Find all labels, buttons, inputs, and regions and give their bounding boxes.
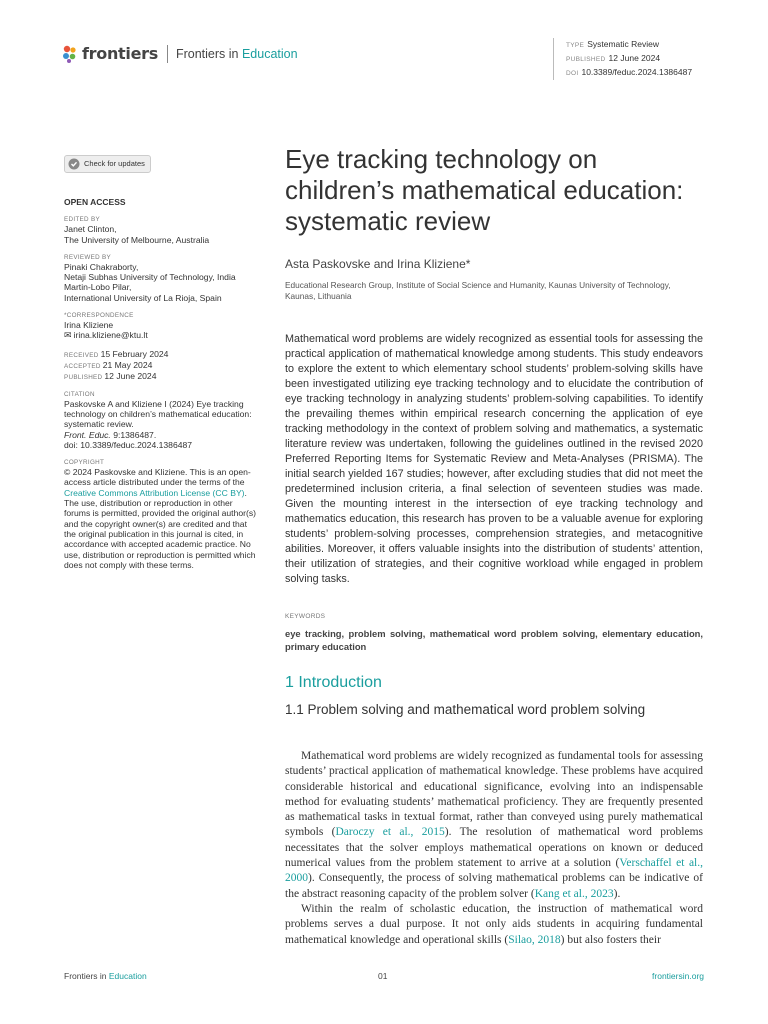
date-value: 21 May 2024: [102, 359, 153, 370]
frontiers-logo-icon: [62, 45, 78, 63]
footer-journal: [64, 971, 147, 981]
meta-value: Systematic Review: [587, 39, 659, 49]
mail-icon: ✉: [64, 330, 72, 341]
meta-key: PUBLISHED: [566, 56, 606, 63]
text-run: ). The resolution of mathematical word problems necessitates that the solver employs mathematical operations on known or deduced numerical values from the problem statement to arrive at a solution (: [285, 826, 704, 870]
brand-name: frontiers: [82, 44, 158, 63]
paragraph: [285, 902, 703, 948]
reviewed-by-label: REVIEWED BY: [64, 253, 112, 261]
logo-divider: [167, 45, 168, 63]
journal-prefix: Frontiers in: [175, 46, 239, 61]
date-label: ACCEPTED: [64, 362, 101, 370]
dates-block: [64, 349, 260, 382]
meta-key: DOI: [566, 70, 579, 77]
meta-key: TYPE: [566, 42, 585, 49]
open-access-label: OPEN ACCESS: [64, 197, 126, 207]
author-affiliation: Educational Research Group, Institute of Social Science and Humanity, Kaunas University of Technology, Kaunas, Lithuania: [285, 280, 671, 301]
reviewer-name: Martin-Lobo Pilar,: [64, 282, 132, 293]
meta-type: [566, 38, 692, 52]
article-sidebar: [64, 155, 260, 570]
date-label: RECEIVED: [64, 351, 99, 359]
article-authors: Asta Paskovske and Irina Kliziene*: [285, 257, 471, 271]
citation-link[interactable]: Daroczy et al., 2015: [335, 826, 445, 839]
text-run: Within the realm of scholastic education, the instruction of mathematical word problems serves a dual purpose. It not only aids students in acquiring fundamental mathematical knowledge and operational skills (: [285, 902, 703, 946]
citation-body: Paskovske A and Kliziene I (2024) Eye tracking technology on children’s mathematical education: systematic review.: [64, 398, 252, 430]
article-title: Eye tracking technology on children’s mathematical education: systematic review: [285, 144, 684, 236]
citation-volume: 9:1386487.: [110, 429, 157, 440]
edited-by-label: EDITED BY: [64, 216, 100, 224]
citation-link[interactable]: Verschaffel et al., 2000: [285, 857, 703, 885]
citation-journal: Front. Educ.: [64, 429, 111, 440]
date-published: [64, 371, 260, 382]
footer-site-link[interactable]: frontiersin.org: [652, 971, 704, 981]
citation-link[interactable]: Kang et al., 2023: [534, 887, 614, 900]
correspondence-email-row[interactable]: [64, 330, 260, 340]
meta-value: 12 June 2024: [608, 53, 661, 63]
citation-link[interactable]: Silao, 2018: [508, 933, 561, 946]
citation-label: CITATION: [64, 390, 95, 398]
text-run: ).: [613, 887, 621, 900]
update-icon: [68, 158, 80, 170]
copyright-pre: © 2024 Paskovske and Kliziene. This is an open-access article distributed under the terms of the: [64, 467, 251, 488]
editor-affiliation: The University of Melbourne, Australia: [64, 234, 210, 245]
citation-text: [64, 399, 260, 450]
meta-value[interactable]: 10.3389/feduc.2024.1386487: [581, 67, 693, 77]
article-header: [285, 144, 703, 301]
meta-doi[interactable]: [566, 66, 692, 80]
abstract: Mathematical word problems are widely recognized as essential tools for assessing the practical application of mathematical knowledge among students. This study endeavors to explore the extent to which elementary school students’ problem-solving skills have been investigated utilizing eye tracking technology and to elucidate the contribution of eye tracking technology in analyzing students’ problem-solving capabilities. To identify the prevailing themes within empirical research concerning the application of eye tracking methodology in the context of problem solving and mathematics, a systematic literature review was undertaken, following the guidelines outlined in the revised 2020 Preferred Reporting Items for Systematic Review and Meta-Analyses (PRISMA). The initial search yielded 167 studies; however, after excluding studies that did not meet the predetermined inclusion criteria, a final selection of seventeen studies was made. Given the mounting interest in the intersection of eye tracking technology and mathematics education, this research has proven to be a valuable avenue for exploring students’ problem-solving processes, comprehension strategies, and metacognitive abilities. Moreover, it offers valuable insights into the distribution of students’ attention, their utilization of strategies, and their cognitive workload while engaged in problem solving tasks.: [285, 333, 703, 585]
article-body: [285, 749, 703, 948]
section-heading: 1 Introduction: [285, 674, 382, 691]
journal-name: [176, 47, 298, 61]
article-meta: [553, 38, 692, 80]
reviewer-name: Pinaki Chakraborty,: [64, 261, 139, 272]
footer-journal-accent: Education: [108, 971, 147, 981]
text-run: ). Consequently, the process of solving mathematical problems can be indicative of the abstract reasoning capacity of the problem solver (: [285, 872, 703, 900]
text-run: Mathematical word problems are widely recognized as fundamental tools for assessing students’ practical application of mathematical knowledge. These problems have acquired considerable historical and educational significance, evolving into an indispensable method for evaluating students’ mathematical proficiency. They are frequently presented as mathematical tasks in textual format, rather than conveyed using purely mathematical symbols (: [285, 750, 703, 839]
keywords: eye tracking, problem solving, mathematical word problem solving, elementary education, primary education: [285, 628, 703, 652]
keywords-label: KEYWORDS: [285, 613, 326, 620]
citation-doi[interactable]: doi: 10.3389/feduc.2024.1386487: [64, 439, 193, 450]
correspondence-label: *CORRESPONDENCE: [64, 312, 134, 320]
date-received: [64, 349, 260, 360]
check-updates-label: Check for updates: [84, 158, 145, 168]
reviewer-affiliation: Netaji Subhas University of Technology, India: [64, 272, 236, 283]
page-number: 01: [378, 971, 388, 981]
footer-journal-prefix: Frontiers in: [64, 971, 107, 981]
subsection-heading: 1.1 Problem solving and mathematical word problem solving: [285, 702, 646, 717]
correspondence-name: Irina Kliziene: [64, 320, 114, 331]
check-updates-button[interactable]: [64, 155, 151, 173]
date-accepted: [64, 360, 260, 371]
copyright-post: . The use, distribution or reproduction in other forums is permitted, provided the original author(s) and the copyright owner(s) are credited and that the original publication in this journal is cited, in accordance with accepted academic practice. No use, distribution or reproduction is permitted which does not comply with these terms.: [64, 487, 257, 570]
editor-name: Janet Clinton,: [64, 224, 117, 235]
journal-accent: Education: [241, 46, 298, 61]
copyright-label: COPYRIGHT: [64, 459, 105, 467]
date-value: 15 February 2024: [100, 348, 169, 359]
paragraph: [285, 749, 703, 902]
meta-published: [566, 52, 692, 66]
cc-license-link[interactable]: Creative Commons Attribution License (CC BY): [64, 487, 245, 498]
date-label: PUBLISHED: [64, 373, 103, 381]
copyright-text: [64, 467, 260, 570]
date-value: 12 June 2024: [104, 370, 157, 381]
reviewer-affiliation: International University of La Rioja, Spain: [64, 292, 222, 303]
frontiers-logo[interactable]: [62, 44, 298, 63]
correspondence-email[interactable]: irina.kliziene@ktu.lt: [73, 330, 148, 341]
text-run: ) but also fosters their: [560, 933, 661, 946]
